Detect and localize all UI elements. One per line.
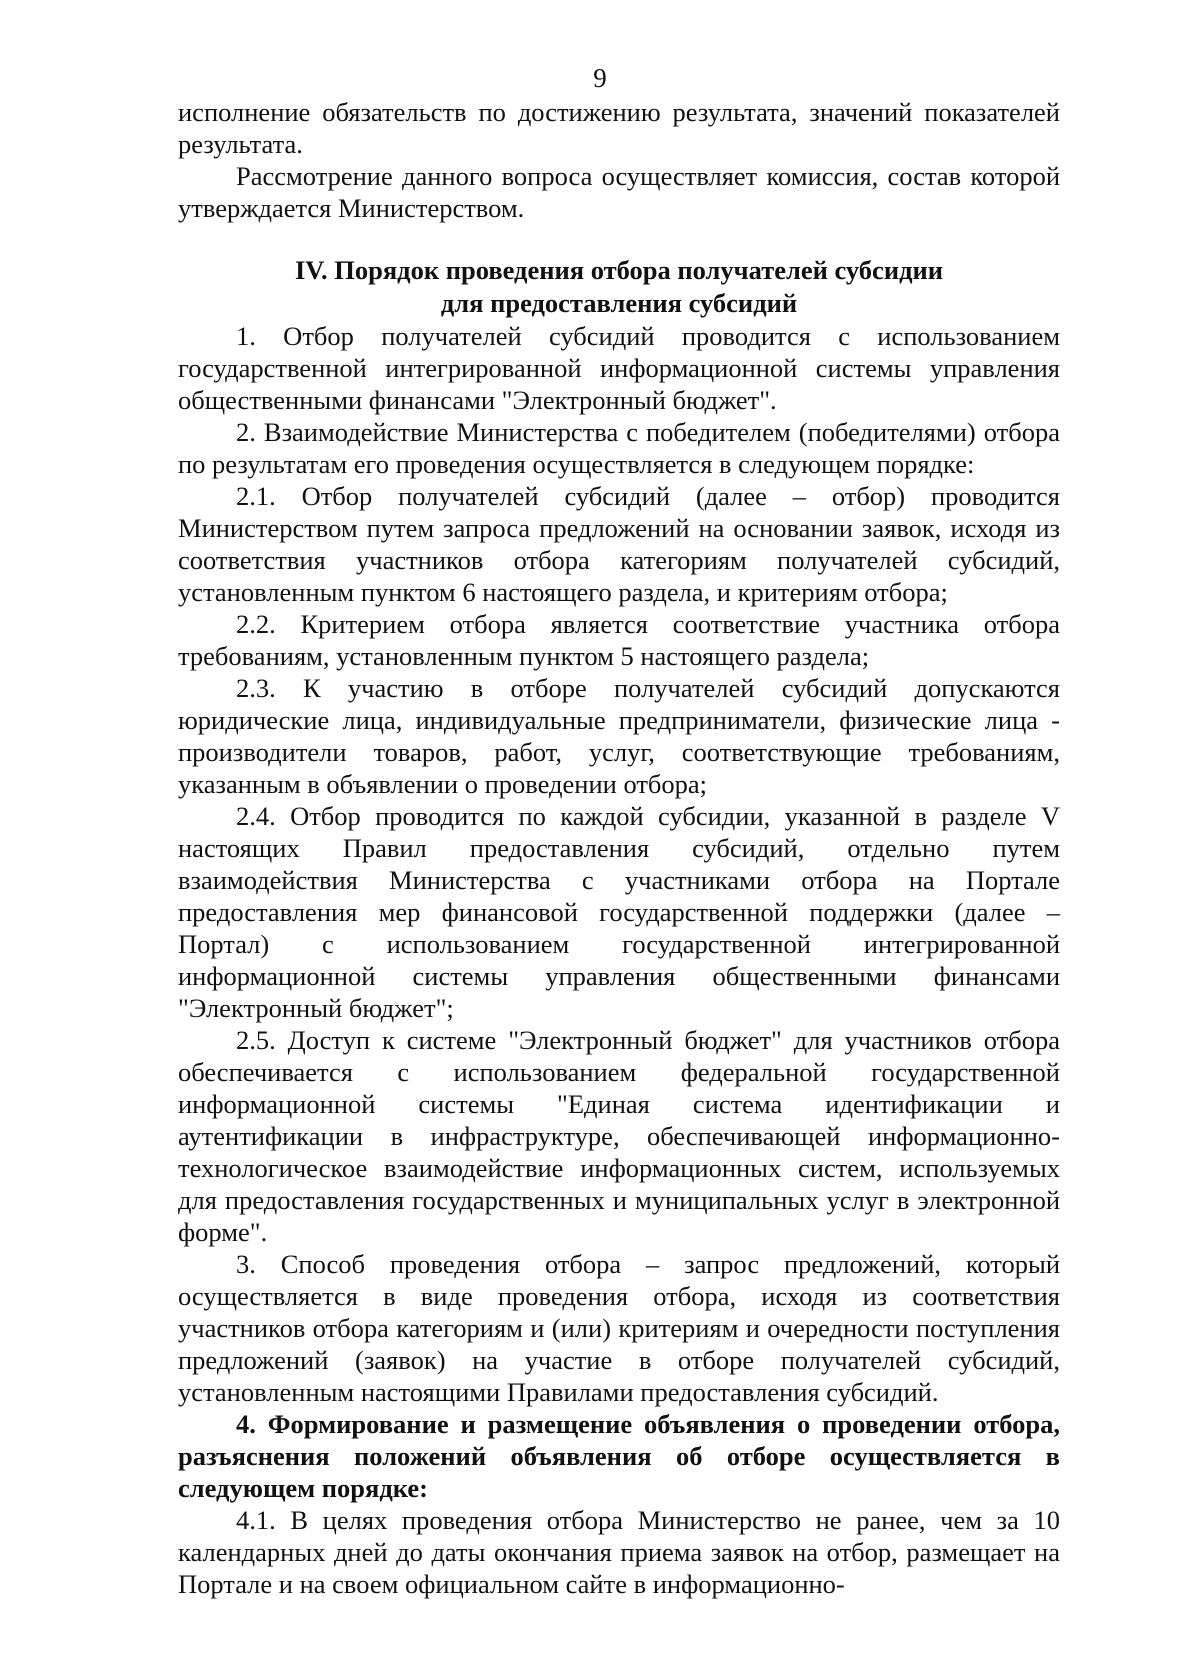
paragraph-item-2-5: 2.5. Доступ к системе "Электронный бюджет" для участников отбора обеспечивается с использованием федеральной государственной информационной системы "Единая система идентификации и аутентификации в инфраструктуре, обеспечивающей информационно-технологическое взаимодействие информационных систем, используемых для предоставления государственных и муниципальных услуг в электронной форме". xyxy=(178,1025,1060,1247)
section-heading xyxy=(178,254,1060,320)
section-heading-line-2: для предоставления субсидий xyxy=(440,288,798,318)
paragraph-item-2-1: 2.1. Отбор получателей субсидий (далее – отбор) проводится Министерством путем запроса предложений на основании заявок, исходя из соответствия участников отбора категориям получателей субсидий, установленным пунктом 6 настоящего раздела, и критериям отбора; xyxy=(178,481,1060,607)
paragraph-item-2-3: 2.3. К участию в отборе получателей субсидий допускаются юридические лица, индивидуальные предприниматели, физические лица - производители товаров, работ, услуг, соответствующие требованиям, указанным в объявлении о проведении отбора; xyxy=(178,673,1060,799)
paragraph-item-1: 1. Отбор получателей субсидий проводится с использованием государственной интегрированной информационной системы управления общественными финансами "Электронный бюджет". xyxy=(178,321,1060,415)
paragraph-item-2-2: 2.2. Критерием отбора является соответствие участника отбора требованиям, установленным пунктом 5 настоящего раздела; xyxy=(178,609,1060,671)
paragraph-item-3: 3. Способ проведения отбора – запрос предложений, который осуществляется в виде проведения отбора, исходя из соответствия участников отбора категориям и (или) критериям и очередности поступления предложений (заявок) на участие в отборе получателей субсидий, установленным настоящими Правилами предоставления субсидий. xyxy=(178,1249,1060,1407)
page-number: 9 xyxy=(593,63,607,93)
paragraph-commission-review: Рассмотрение данного вопроса осуществляет комиссия, состав которой утверждается Министерством. xyxy=(178,161,1060,223)
document-body xyxy=(178,96,1060,1600)
paragraph-item-2-4: 2.4. Отбор проводится по каждой субсидии, указанной в разделе V настоящих Правил предоставления субсидий, отдельно путем взаимодействия Министерства с участниками отбора на Портале предоставления мер финансовой государственной поддержки (далее – Портал) с использованием государственной интегрированной информационной системы управления общественными финансами "Электронный бюджет"; xyxy=(178,801,1060,1023)
paragraph-item-2: 2. Взаимодействие Министерства с победителем (победителями) отбора по результатам его проведения осуществляется в следующем порядке: xyxy=(178,417,1060,479)
paragraph-results-fulfillment: исполнение обязательств по достижению результата, значений показателей результата. xyxy=(178,97,1060,159)
paragraph-item-4-bold: 4. Формирование и размещение объявления о проведении отбора, разъяснения положений объявления об отборе осуществляется в следующем порядке: xyxy=(178,1409,1060,1503)
section-heading-line-1: IV. Порядок проведения отбора получателей субсидии xyxy=(294,255,944,285)
paragraph-item-4-1: 4.1. В целях проведения отбора Министерство не ранее, чем за 10 календарных дней до даты окончания приема заявок на отбор, размещает на Портале и на своем официальном сайте в информационно- xyxy=(178,1505,1060,1599)
